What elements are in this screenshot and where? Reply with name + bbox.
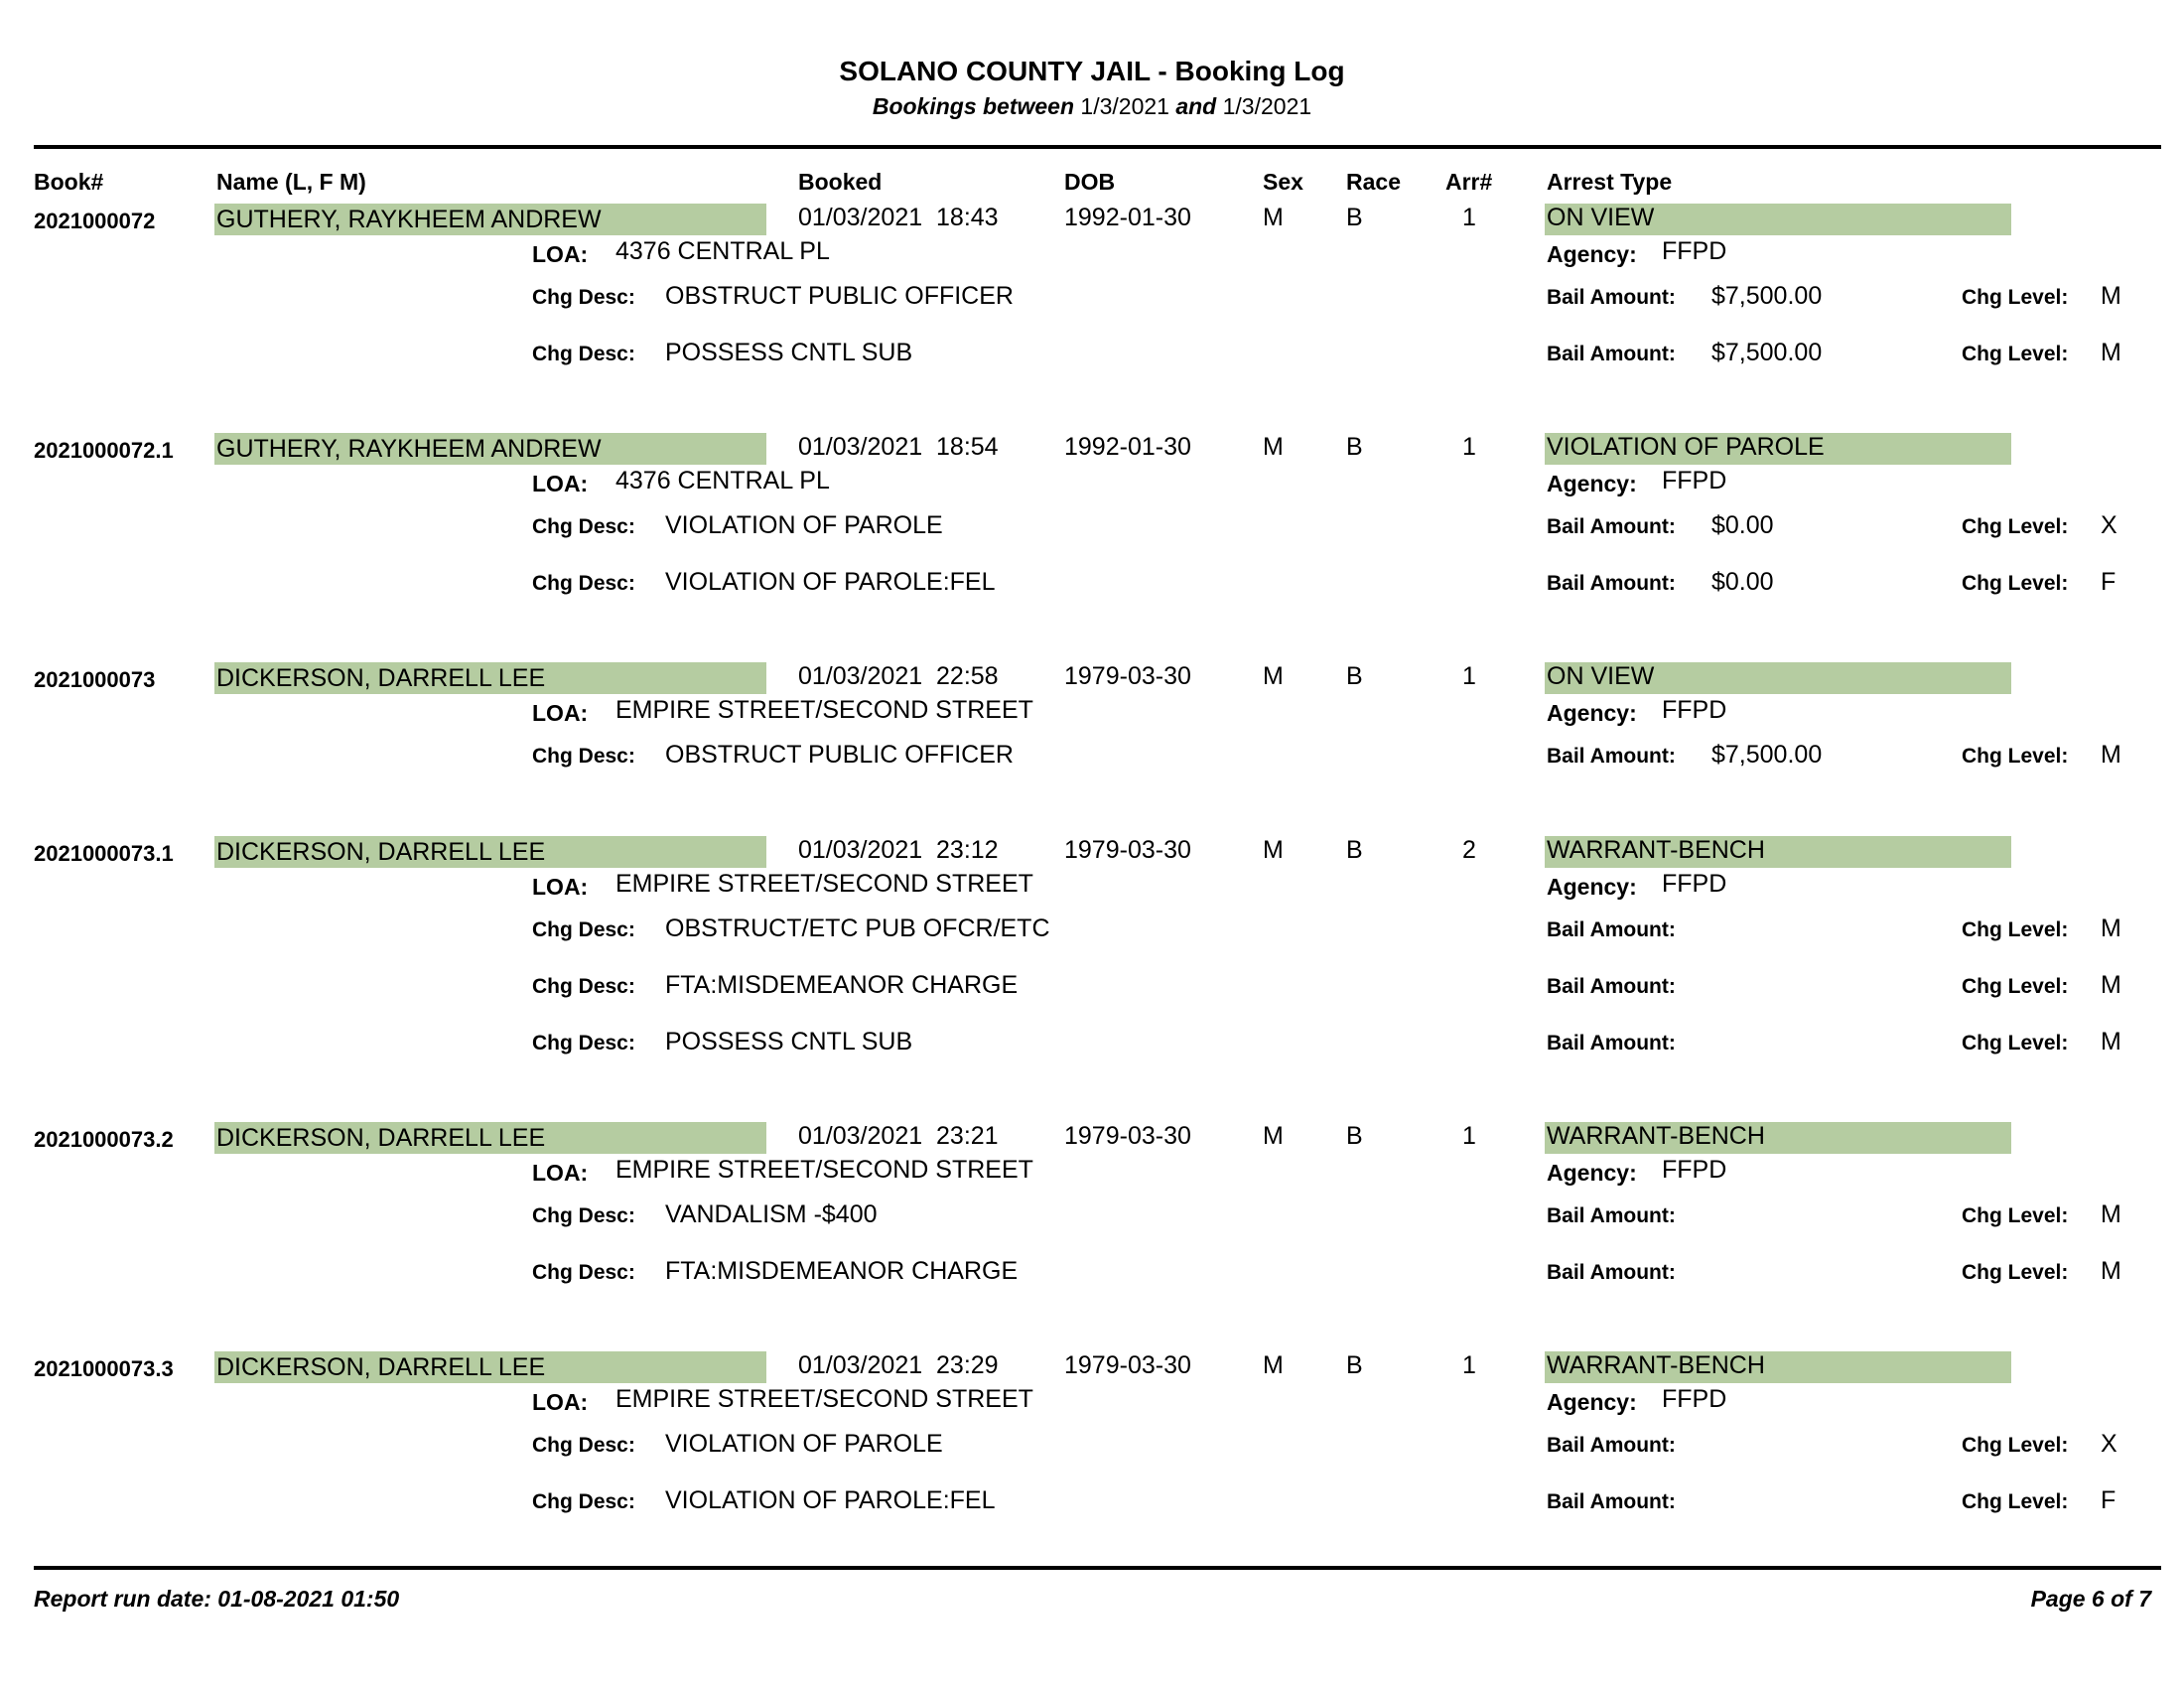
charge-description: POSSESS CNTL SUB: [665, 1028, 913, 1055]
charge-level: M: [2101, 1257, 2121, 1285]
chg-level-label: Chg Level:: [1962, 975, 2069, 998]
chg-level-label: Chg Level:: [1962, 1490, 2069, 1513]
charge-description: VIOLATION OF PAROLE: [665, 511, 943, 539]
sex-value: M: [1263, 836, 1284, 864]
charge-description: POSSESS CNTL SUB: [665, 339, 913, 366]
charge-description: OBSTRUCT PUBLIC OFFICER: [665, 282, 1014, 310]
chg-level-label: Chg Level:: [1962, 286, 2069, 309]
charge-description: VIOLATION OF PAROLE:FEL: [665, 1486, 996, 1514]
page-number: Page 6 of 7: [2030, 1586, 2151, 1612]
inmate-name: DICKERSON, DARRELL LEE: [216, 1353, 546, 1381]
charge-level: M: [2101, 914, 2121, 942]
race-value: B: [1346, 662, 1363, 690]
date-of-birth: 1992-01-30: [1064, 433, 1191, 461]
sex-value: M: [1263, 662, 1284, 690]
book-number: 2021000072: [34, 209, 156, 233]
bail-amount-label: Bail Amount:: [1547, 343, 1676, 365]
chg-desc-label: Chg Desc:: [532, 515, 635, 538]
chg-level-label: Chg Level:: [1962, 745, 2069, 768]
col-race: Race: [1346, 169, 1401, 195]
top-rule: [34, 145, 2161, 149]
charge-level: M: [2101, 971, 2121, 999]
chg-desc-label: Chg Desc:: [532, 1204, 635, 1227]
race-value: B: [1346, 1122, 1363, 1150]
inmate-name: GUTHERY, RAYKHEEM ANDREW: [216, 206, 602, 233]
chg-level-label: Chg Level:: [1962, 515, 2069, 538]
bail-amount-label: Bail Amount:: [1547, 572, 1676, 595]
chg-desc-label: Chg Desc:: [532, 1434, 635, 1457]
chg-desc-label: Chg Desc:: [532, 343, 635, 365]
chg-desc-label: Chg Desc:: [532, 918, 635, 941]
agency-label: Agency:: [1547, 1389, 1637, 1415]
report-run-date: Report run date: 01-08-2021 01:50: [34, 1586, 400, 1612]
bail-amount: $0.00: [1711, 511, 1774, 539]
loa-label: LOA:: [532, 874, 589, 900]
arrest-type: ON VIEW: [1547, 662, 1655, 690]
charge-level: M: [2101, 741, 2121, 769]
agency-label: Agency:: [1547, 241, 1637, 267]
charge-level: M: [2101, 282, 2121, 310]
col-name: Name (L, F M): [216, 169, 366, 195]
chg-desc-label: Chg Desc:: [532, 1490, 635, 1513]
chg-level-label: Chg Level:: [1962, 572, 2069, 595]
charge-description: OBSTRUCT PUBLIC OFFICER: [665, 741, 1014, 769]
agency-label: Agency:: [1547, 700, 1637, 726]
date-of-birth: 1979-03-30: [1064, 1351, 1191, 1379]
inmate-name: GUTHERY, RAYKHEEM ANDREW: [216, 435, 602, 463]
loa-label: LOA:: [532, 700, 589, 726]
col-sex: Sex: [1263, 169, 1303, 195]
agency-label: Agency:: [1547, 1160, 1637, 1186]
charge-description: FTA:MISDEMEANOR CHARGE: [665, 971, 1019, 999]
bail-amount-label: Bail Amount:: [1547, 1490, 1676, 1513]
charge-level: M: [2101, 339, 2121, 366]
book-number: 2021000073.1: [34, 841, 174, 866]
sex-value: M: [1263, 433, 1284, 461]
agency-value: FFPD: [1662, 1156, 1727, 1184]
location-of-arrest: EMPIRE STREET/SECOND STREET: [615, 696, 1033, 724]
bail-amount-label: Bail Amount:: [1547, 286, 1676, 309]
agency-value: FFPD: [1662, 1385, 1727, 1413]
race-value: B: [1346, 836, 1363, 864]
charge-level: M: [2101, 1200, 2121, 1228]
loa-label: LOA:: [532, 241, 589, 267]
loa-label: LOA:: [532, 1389, 589, 1415]
bail-amount-label: Bail Amount:: [1547, 515, 1676, 538]
report-subtitle: [0, 93, 2184, 120]
arrest-number: 1: [1462, 1122, 1476, 1150]
charge-level: M: [2101, 1028, 2121, 1055]
sex-value: M: [1263, 1351, 1284, 1379]
subtitle-prefix: Bookings between: [872, 93, 1075, 119]
location-of-arrest: 4376 CENTRAL PL: [615, 237, 830, 265]
arrest-number: 1: [1462, 662, 1476, 690]
bail-amount: $7,500.00: [1711, 741, 1823, 769]
bottom-rule: [34, 1566, 2161, 1570]
chg-level-label: Chg Level:: [1962, 1261, 2069, 1284]
arrest-type: WARRANT-BENCH: [1547, 1351, 1765, 1379]
charge-level: F: [2101, 1486, 2116, 1514]
agency-value: FFPD: [1662, 467, 1727, 494]
col-arrest-type: Arrest Type: [1547, 169, 1673, 195]
arrest-type: VIOLATION OF PAROLE: [1547, 433, 1825, 461]
end-date: 1/3/2021: [1222, 93, 1312, 119]
bail-amount-label: Bail Amount:: [1547, 1261, 1676, 1284]
chg-level-label: Chg Level:: [1962, 1032, 2069, 1055]
loa-label: LOA:: [532, 1160, 589, 1186]
location-of-arrest: EMPIRE STREET/SECOND STREET: [615, 1385, 1033, 1413]
arrest-type: WARRANT-BENCH: [1547, 836, 1765, 864]
chg-desc-label: Chg Desc:: [532, 572, 635, 595]
chg-desc-label: Chg Desc:: [532, 1261, 635, 1284]
charge-description: VIOLATION OF PAROLE: [665, 1430, 943, 1458]
charge-description: VIOLATION OF PAROLE:FEL: [665, 568, 996, 596]
book-number: 2021000073: [34, 667, 156, 692]
book-number: 2021000072.1: [34, 438, 174, 463]
bail-amount-label: Bail Amount:: [1547, 975, 1676, 998]
col-arr: Arr#: [1445, 169, 1493, 195]
col-booked: Booked: [798, 169, 883, 195]
arrest-number: 1: [1462, 204, 1476, 231]
booked-datetime: 01/03/2021 23:21: [798, 1122, 999, 1150]
charge-description: VANDALISM -$400: [665, 1200, 878, 1228]
bail-amount: $0.00: [1711, 568, 1774, 596]
race-value: B: [1346, 1351, 1363, 1379]
agency-value: FFPD: [1662, 870, 1727, 898]
booked-datetime: 01/03/2021 23:29: [798, 1351, 999, 1379]
charge-description: FTA:MISDEMEANOR CHARGE: [665, 1257, 1019, 1285]
booked-datetime: 01/03/2021 18:43: [798, 204, 999, 231]
col-book: Book#: [34, 169, 104, 195]
arrest-type: ON VIEW: [1547, 204, 1655, 231]
agency-label: Agency:: [1547, 874, 1637, 900]
agency-value: FFPD: [1662, 696, 1727, 724]
sex-value: M: [1263, 204, 1284, 231]
arrest-number: 2: [1462, 836, 1476, 864]
chg-desc-label: Chg Desc:: [532, 286, 635, 309]
booked-datetime: 01/03/2021 18:54: [798, 433, 999, 461]
chg-desc-label: Chg Desc:: [532, 1032, 635, 1055]
bail-amount-label: Bail Amount:: [1547, 745, 1676, 768]
book-number: 2021000073.2: [34, 1127, 174, 1152]
charge-level: X: [2101, 511, 2117, 539]
col-dob: DOB: [1064, 169, 1116, 195]
booked-datetime: 01/03/2021 22:58: [798, 662, 999, 690]
location-of-arrest: EMPIRE STREET/SECOND STREET: [615, 870, 1033, 898]
location-of-arrest: EMPIRE STREET/SECOND STREET: [615, 1156, 1033, 1184]
inmate-name: DICKERSON, DARRELL LEE: [216, 838, 546, 866]
sex-value: M: [1263, 1122, 1284, 1150]
agency-value: FFPD: [1662, 237, 1727, 265]
arrest-number: 1: [1462, 433, 1476, 461]
date-of-birth: 1979-03-30: [1064, 662, 1191, 690]
race-value: B: [1346, 204, 1363, 231]
arrest-number: 1: [1462, 1351, 1476, 1379]
charge-description: OBSTRUCT/ETC PUB OFCR/ETC: [665, 914, 1050, 942]
chg-level-label: Chg Level:: [1962, 918, 2069, 941]
chg-level-label: Chg Level:: [1962, 343, 2069, 365]
arrest-type: WARRANT-BENCH: [1547, 1122, 1765, 1150]
report-title: SOLANO COUNTY JAIL - Booking Log: [839, 56, 1345, 86]
inmate-name: DICKERSON, DARRELL LEE: [216, 664, 546, 692]
chg-desc-label: Chg Desc:: [532, 745, 635, 768]
bail-amount-label: Bail Amount:: [1547, 1204, 1676, 1227]
bail-amount-label: Bail Amount:: [1547, 1032, 1676, 1055]
loa-label: LOA:: [532, 471, 589, 496]
race-value: B: [1346, 433, 1363, 461]
date-of-birth: 1979-03-30: [1064, 1122, 1191, 1150]
charge-level: X: [2101, 1430, 2117, 1458]
bail-amount-label: Bail Amount:: [1547, 1434, 1676, 1457]
agency-label: Agency:: [1547, 471, 1637, 496]
start-date: 1/3/2021: [1080, 93, 1169, 119]
bail-amount-label: Bail Amount:: [1547, 918, 1676, 941]
booked-datetime: 01/03/2021 23:12: [798, 836, 999, 864]
inmate-name: DICKERSON, DARRELL LEE: [216, 1124, 546, 1152]
subtitle-mid: and: [1175, 93, 1217, 119]
chg-level-label: Chg Level:: [1962, 1204, 2069, 1227]
chg-desc-label: Chg Desc:: [532, 975, 635, 998]
location-of-arrest: 4376 CENTRAL PL: [615, 467, 830, 494]
chg-level-label: Chg Level:: [1962, 1434, 2069, 1457]
date-of-birth: 1979-03-30: [1064, 836, 1191, 864]
bail-amount: $7,500.00: [1711, 339, 1823, 366]
book-number: 2021000073.3: [34, 1356, 174, 1381]
charge-level: F: [2101, 568, 2116, 596]
date-of-birth: 1992-01-30: [1064, 204, 1191, 231]
bail-amount: $7,500.00: [1711, 282, 1823, 310]
